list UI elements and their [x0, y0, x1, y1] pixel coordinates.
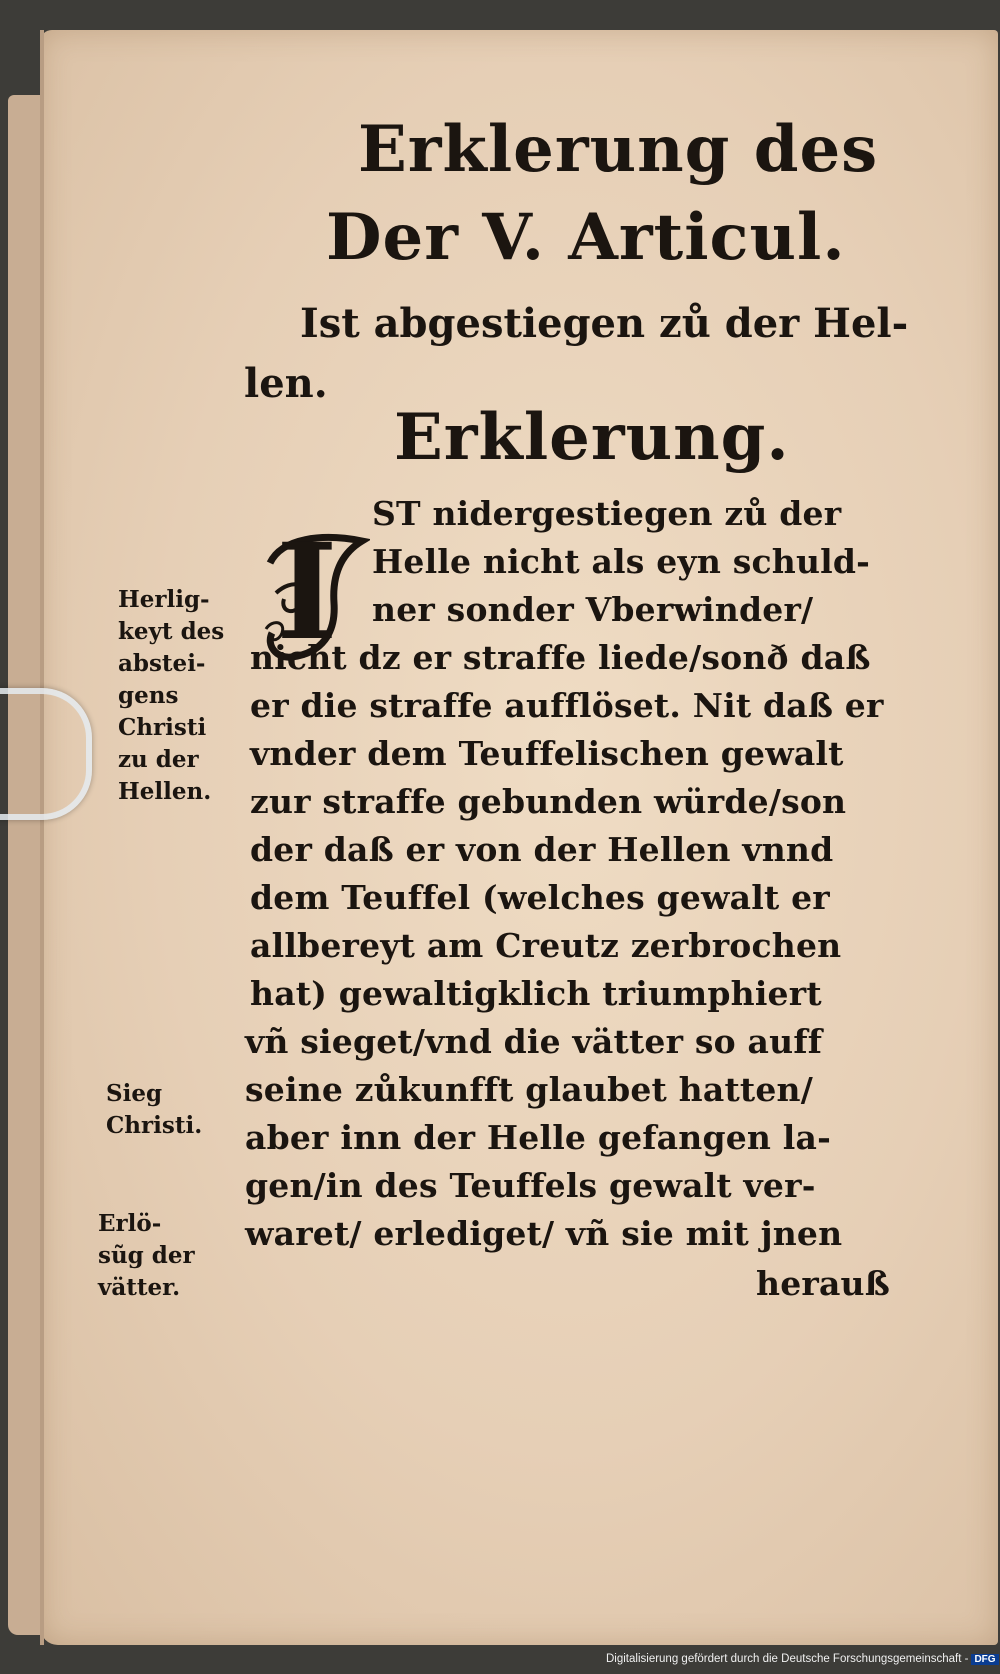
- page-edge: [40, 30, 44, 1645]
- marginal-line: zu der: [118, 746, 199, 773]
- marginal-note-1: [118, 584, 224, 808]
- heading-article-title: Ist abgestiegen zů der Hel-: [300, 300, 909, 347]
- marginal-line: sũg der: [98, 1242, 195, 1269]
- marginal-line: Herlig-: [118, 586, 210, 613]
- body-line: der daß er von der Hellen vnnd: [250, 830, 834, 869]
- body-line: ST nidergestiegen zů der: [372, 494, 842, 533]
- body-line: seine zůkunfft glaubet hatten/: [245, 1070, 813, 1109]
- heading-article: Der V. Articul.: [326, 200, 846, 275]
- marginal-line: Christi.: [106, 1112, 203, 1139]
- heading-erklerung: Erklerung.: [394, 400, 790, 475]
- marginal-line: Hellen.: [118, 778, 212, 805]
- body-line: dem Teuffel (welches gewalt er: [250, 878, 830, 917]
- heading-line-1: Erklerung des: [358, 112, 879, 187]
- page-clip: [0, 688, 92, 820]
- body-line: nicht dz er straffe liede/sonð daß: [250, 638, 871, 677]
- body-line: aber inn der Helle gefangen la-: [245, 1118, 832, 1157]
- body-line: er die straffe aufflöset. Nit daß er: [250, 686, 884, 725]
- catchword: herauß: [756, 1264, 891, 1303]
- footer-text: Digitalisierung gefördert durch die Deutsche Forschungsgemeinschaft -: [606, 1653, 969, 1665]
- body-line: waret/ erlediget/ vñ sie mit jnen: [245, 1214, 843, 1253]
- body-line: ner sonder Vberwinder/: [372, 590, 814, 629]
- marginal-line: gens: [118, 682, 179, 709]
- marginal-note-2: [106, 1078, 202, 1142]
- marginal-line: vätter.: [98, 1274, 181, 1301]
- marginal-line: abstei-: [118, 650, 206, 677]
- body-line: vnder dem Teuffelischen gewalt: [250, 734, 844, 773]
- initial-letter: I: [276, 515, 338, 670]
- dfg-logo: DFG: [971, 1654, 998, 1665]
- digitization-footer: [606, 1653, 999, 1665]
- body-line: hat) gewaltigklich triumphiert: [250, 974, 822, 1013]
- body-line: gen/in des Teuffels gewalt ver-: [245, 1166, 816, 1205]
- body-line: allbereyt am Creutz zerbrochen: [250, 926, 842, 965]
- heading-article-title-cont: len.: [244, 360, 328, 407]
- marginal-line: Erlö-: [98, 1210, 162, 1237]
- marginal-line: Sieg: [106, 1080, 163, 1107]
- body-line: Helle nicht als eyn schuld-: [372, 542, 871, 581]
- marginal-line: keyt des: [118, 618, 225, 645]
- body-line: zur straffe gebunden würde/son: [250, 782, 847, 821]
- marginal-line: Christi: [118, 714, 207, 741]
- body-line: vñ sieget/vnd die vätter so auff: [245, 1022, 823, 1061]
- marginal-note-3: [98, 1208, 195, 1304]
